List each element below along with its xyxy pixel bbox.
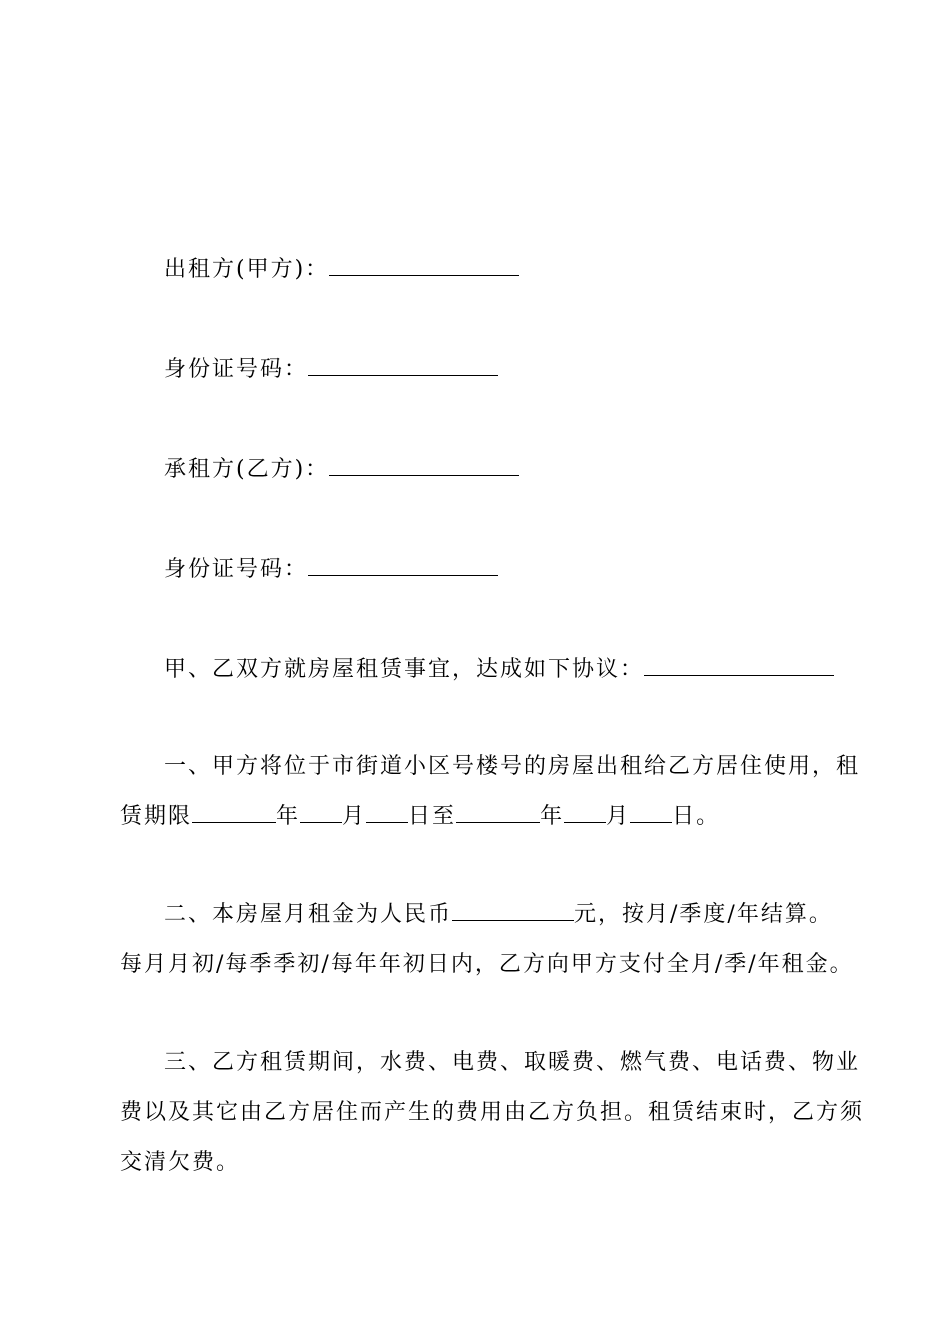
- month-label: 月: [342, 804, 367, 829]
- lessee-id-label: 身份证号码：: [164, 557, 309, 582]
- clause-3-line-2: [120, 1098, 865, 1128]
- lessee-blank[interactable]: [329, 455, 519, 476]
- intro-blank[interactable]: [644, 655, 834, 676]
- month-label-2: 月: [606, 804, 631, 829]
- rent-label: 二、本房屋月租金为人民币: [164, 902, 453, 927]
- lessee-label: 承租方(乙方)：: [164, 457, 330, 482]
- lessor-id-field: [120, 355, 876, 385]
- clause-1-line-2: [120, 802, 832, 832]
- lessee-id-field: [120, 555, 876, 585]
- clause-3-text-3: 交清欠费。: [120, 1150, 241, 1175]
- day-to-label: 日至: [408, 804, 457, 829]
- clause-1-text: 一、甲方将位于市街道小区号楼号的房屋出租给乙方居住使用，租: [164, 754, 861, 779]
- rent-amount-blank[interactable]: [452, 900, 574, 921]
- lessor-id-label: 身份证号码：: [164, 357, 309, 382]
- lease-term-label: 赁期限: [120, 804, 193, 829]
- clause-1-line-1: [120, 752, 876, 782]
- clause-3-text-2: 费以及其它由乙方居住而产生的费用由乙方负担。租赁结束时，乙方须: [120, 1100, 865, 1125]
- day-end-label: 日。: [672, 804, 721, 829]
- lessee-field: [120, 455, 876, 485]
- year-label-2: 年: [540, 804, 565, 829]
- clause-3-line-1: [120, 1048, 876, 1078]
- start-month-blank[interactable]: [300, 802, 342, 823]
- start-day-blank[interactable]: [366, 802, 408, 823]
- lessor-label: 出租方(甲方)：: [164, 257, 330, 282]
- end-year-blank[interactable]: [456, 802, 540, 823]
- lessor-blank[interactable]: [329, 255, 519, 276]
- rent-settlement-text: 元，按月/季度/年结算。: [574, 902, 833, 927]
- clause-2-line-1: [120, 900, 876, 930]
- intro-text: 甲、乙双方就房屋租赁事宜，达成如下协议：: [164, 657, 645, 682]
- clause-3-text-1: 三、乙方租赁期间，水费、电费、取暖费、燃气费、电话费、物业: [164, 1050, 861, 1075]
- end-day-blank[interactable]: [630, 802, 672, 823]
- clause-2-line-2: [120, 950, 854, 980]
- clause-3-line-3: [120, 1148, 832, 1178]
- lessor-field: [120, 255, 876, 285]
- end-month-blank[interactable]: [564, 802, 606, 823]
- lessee-id-blank[interactable]: [308, 555, 498, 576]
- intro-line: [120, 655, 876, 685]
- clause-2-text-2: 每月月初/每季季初/每年年初日内，乙方向甲方支付全月/季/年租金。: [120, 952, 854, 977]
- start-year-blank[interactable]: [192, 802, 276, 823]
- lessor-id-blank[interactable]: [308, 355, 498, 376]
- year-label: 年: [276, 804, 301, 829]
